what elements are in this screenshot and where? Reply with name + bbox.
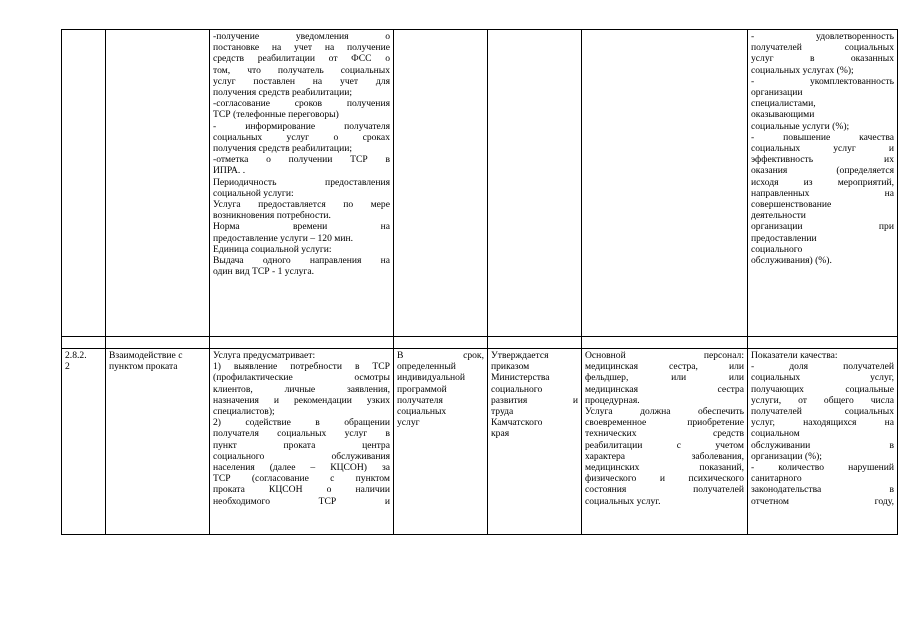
cell-text-line: - информирование получателя [213,120,390,132]
cell-text-line: своевременное приобретение [585,417,744,429]
cell-text-line: социального [491,383,543,395]
cell-text-line: реабилитации с учетом [585,439,744,451]
cell-text-line: оказания (определяется [751,165,894,177]
cell-text-line: оказывающими [751,109,815,121]
cell-text-line: совершенствование [751,199,832,211]
cell-text-line: 1) выявление потребности в ТСР [213,361,390,373]
service-description-cell [210,30,394,337]
service-number-cell [62,349,106,535]
cell-text-line: социальных услуг и [751,143,894,155]
cell-text-line: социальных услуг, [751,372,894,384]
cell-text-line: Услуга должна обеспечить [585,406,744,418]
cell-text-line: исходя из мероприятий, [751,176,894,188]
cell-text-line: медицинская сестра, или [585,361,744,373]
cell-text-line: деятельности [751,210,806,222]
cell-text-line: предоставление услуги – 120 мин. [213,232,354,244]
cell-text-line: - доля получателей [751,361,894,373]
service-term-cell [394,349,488,535]
cell-text-line: законодательства в [751,484,894,496]
cell-text-line: получателя социальных услуг в [213,428,390,440]
cell-text-line: социальном [751,428,800,440]
cell-text-line: фельдшер, или или [585,372,744,384]
cell-text-line: средств реабилитации от ФСС о [213,53,390,65]
cell-text-line: обслуживании в [751,439,894,451]
cell-text-line: назначения и рекомендации узких [213,394,390,406]
cell-text-line: возникновения потребности. [213,210,331,222]
cell-text-line: Утверждается [491,350,549,361]
cell-text-line: - количество нарушений [751,462,894,474]
quality-indicators-cell [748,30,898,337]
cell-text-line: постановке на учет на получение [213,42,390,54]
cell-text-line: характера заболевания, [585,450,744,462]
cell-text-line: Показатели качества: [751,350,838,361]
service-conditions-cell [582,349,748,535]
cell-text-line: индивидуальной [397,372,466,384]
cell-text-line: - укомплектованность [751,75,894,87]
cell-text-line: получателей социальных [751,406,894,418]
service-approval-cell [488,30,582,337]
cell-text-line: ТСР (телефонные переговоры) [213,109,339,121]
service-name-cell [106,349,210,535]
table-spacer-row [62,337,898,349]
cell-text-line: - удовлетворенность [751,31,894,42]
cell-text-line: Камчатского [491,417,543,429]
cell-text-line: социальной услуги: [213,187,294,199]
cell-text-line: Министерства [491,372,550,384]
service-description-cell [210,349,394,535]
cell-text-line: специалистов); [213,406,275,418]
cell-text-line: В срок, [397,350,484,361]
cell-text-line: пунктом проката [109,361,178,373]
cell-text-line: 2.8.2. [65,350,87,361]
cell-text-line: Периодичность предоставления [213,176,390,188]
table-row [62,349,898,535]
cell-text-line: программой [397,383,447,395]
cell-text-line: обслуживания) (%). [751,255,832,267]
cell-text-line: технических средств [585,428,744,440]
cell-text-line: услуг поставлен на учет для [213,75,390,87]
cell-text-line: Услуга предоставляется по мере [213,199,390,211]
cell-text-line: 2) содействие в обращении [213,417,390,429]
cell-text-line: физического и психического [585,473,744,485]
cell-text-line: развития и [491,394,578,406]
service-approval-cell [488,349,582,535]
cell-text-line: получателей социальных [751,42,894,54]
cell-text-line: том, что получатель социальных [213,64,390,76]
cell-text-line: социального [751,243,803,255]
services-table [61,29,898,535]
cell-text-line: получения средств реабилитации; [213,143,353,155]
cell-text-line: организации [751,87,803,99]
table-row [62,30,898,337]
cell-text-line: Единица социальной услуги: [213,243,332,255]
cell-text-line: - повышение качества [751,131,894,143]
cell-text-line: предоставлении [751,232,817,244]
service-number-cell [62,30,106,337]
cell-text-line: один вид ТСР - 1 услуга. [213,266,315,278]
cell-text-line: ТСР (согласование с пунктом [213,473,390,485]
cell-text-line: ИПРА. . [213,165,246,177]
cell-text-line: организации (%); [751,450,822,462]
cell-text-line: социального обслуживания [213,450,390,462]
cell-text-line: необходимого ТСР и [213,495,390,507]
cell-text-line: услуг [397,417,420,429]
cell-text-line: Выдача одного направления на [213,255,390,267]
cell-text-line: Основной персонал: [585,350,744,361]
quality-indicators-cell [748,349,898,535]
cell-text-line: организации при [751,221,894,233]
cell-text-line: проката КЦСОН о наличии [213,484,390,496]
cell-text-line: получателя [397,394,443,406]
cell-text-line: получающих социальные [751,383,894,395]
cell-text-line: определенный [397,361,456,373]
cell-text-line: специалистами, [751,98,816,110]
cell-text-line: направленных на [751,187,894,199]
cell-text-line: края [491,428,510,440]
cell-text-line: пункт проката центра [213,439,390,451]
cell-text-line: услуг в оказанных [751,53,894,65]
cell-text-line: Услуга предусматривает: [213,350,316,361]
cell-text-line: процедурная. [585,394,640,406]
cell-text-line: отчетном году, [751,495,894,507]
cell-text-line: -отметка о получении ТСР в [213,154,390,166]
cell-text-line: услуги, от общего числа [751,394,894,406]
cell-text-line: социальных услуг о сроках [213,131,390,143]
cell-text-line: приказом [491,361,530,373]
cell-text-line: (профилактические осмотры [213,372,390,384]
cell-text-line: социальных услугах (%); [751,64,854,76]
cell-text-line: эффективность их [751,154,894,166]
service-term-cell [394,30,488,337]
cell-text-line: получения средств реабилитации; [213,87,353,99]
cell-text-line: услуг, находящихся на [751,417,894,429]
cell-text-line: 2 [65,361,70,373]
cell-text-line: -получение уведомления о [213,31,390,42]
cell-text-line: медицинская сестра [585,383,744,395]
cell-text-line: Взаимодействие с [109,350,183,361]
cell-text-line: клиентов, личные заявления, [213,383,390,395]
cell-text-line: социальные услуги (%); [751,120,850,132]
service-conditions-cell [582,30,748,337]
cell-text-line: труда [491,406,514,418]
cell-text-line: состояния получателей [585,484,744,496]
cell-text-line: -согласование сроков получения [213,98,390,110]
cell-text-line: санитарного [751,473,802,485]
cell-text-line: социальных [397,406,447,418]
cell-text-line: медицинских показаний, [585,462,744,474]
cell-text-line: социальных услуг. [585,495,661,507]
service-name-cell [106,30,210,337]
cell-text-line: населения (далее – КЦСОН) за [213,462,390,474]
cell-text-line: Норма времени на [213,221,390,233]
